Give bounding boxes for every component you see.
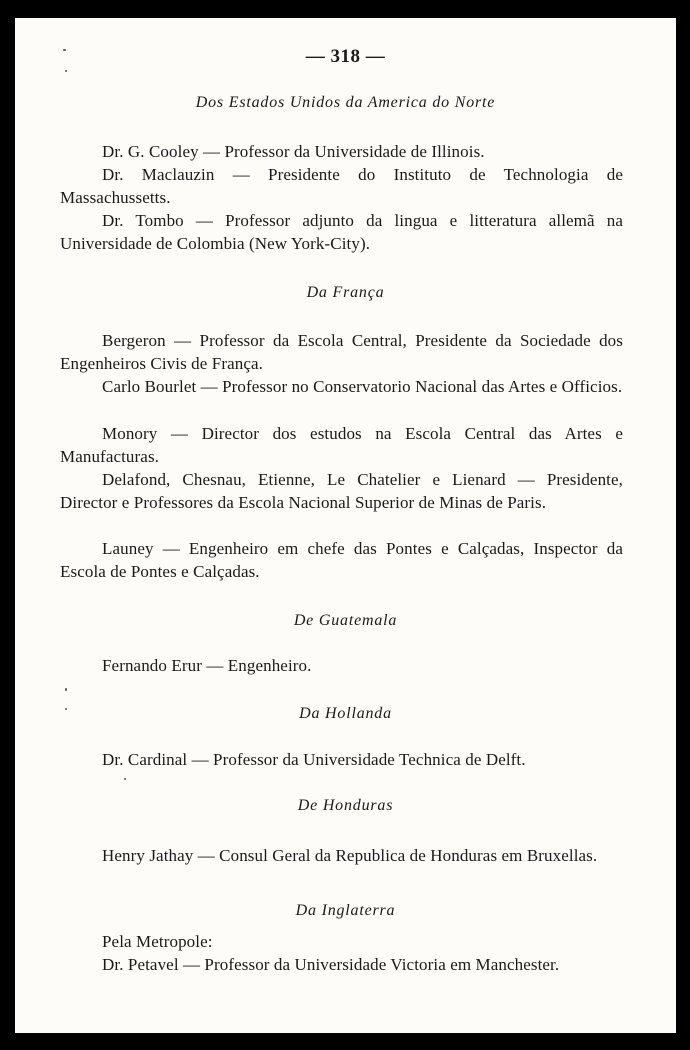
- section-heading-holland: Da Hollanda: [299, 705, 392, 722]
- entry-bergeron: Bergeron — Professor da Escola Central, Presidente da Sociedade dos Engenheiros Civis de França.: [60, 331, 623, 373]
- entry-erur: Fernando Erur — Engenheiro.: [102, 656, 312, 675]
- entry-metropole: Pela Metropole:: [102, 932, 213, 951]
- entry-petavel: Dr. Petavel — Professor da Universidade Victoria em Manchester.: [102, 955, 560, 974]
- scan-speck: [65, 688, 67, 691]
- section-heading-england: Da Inglaterra: [295, 902, 396, 919]
- entry-maclauzin: Dr. Maclauzin — Presidente do Instituto de Technologia de Massachussetts.: [60, 165, 623, 207]
- entry-jathay: Henry Jathay — Consul Geral da Republica de Honduras em Bruxellas.: [102, 846, 598, 865]
- scan-speck: [65, 708, 67, 710]
- entry-delafond: Delafond, Chesnau, Etienne, Le Chatelier e Lienard — Presidente, Director e Professores da Escola Nacional Superior de Minas de Paris.: [60, 470, 623, 512]
- page-number: — 318 —: [305, 46, 386, 67]
- entry-launey: Launey — Engenheiro em chefe das Pontes e Calçadas, Inspector da Escola de Pontes e Calçadas.: [60, 539, 623, 581]
- section-heading-france: Da França: [306, 284, 385, 301]
- section-heading-usa: Dos Estados Unidos da America do Norte: [195, 94, 496, 111]
- entry-cardinal: Dr. Cardinal — Professor da Universidade Technica de Delft.: [102, 750, 526, 769]
- scan-speck: [63, 49, 66, 51]
- entry-bourlet: Carlo Bourlet — Professor no Conservatorio Nacional das Artes e Officios.: [102, 377, 623, 396]
- entry-tombo: Dr. Tombo — Professor adjunto da lingua e litteratura allemã na Universidade de Colombia (New York-City).: [60, 211, 623, 253]
- entry-monory: Monory — Director dos estudos na Escola Central das Artes e Manufacturas.: [60, 424, 623, 466]
- section-heading-guatemala: De Guatemala: [293, 612, 398, 629]
- scan-speck: [124, 778, 126, 780]
- entry-cooley: Dr. G. Cooley — Professor da Universidade de Illinois.: [102, 142, 485, 161]
- scan-speck: [65, 70, 67, 72]
- section-heading-honduras: De Honduras: [297, 797, 394, 814]
- document-page: [15, 18, 676, 1033]
